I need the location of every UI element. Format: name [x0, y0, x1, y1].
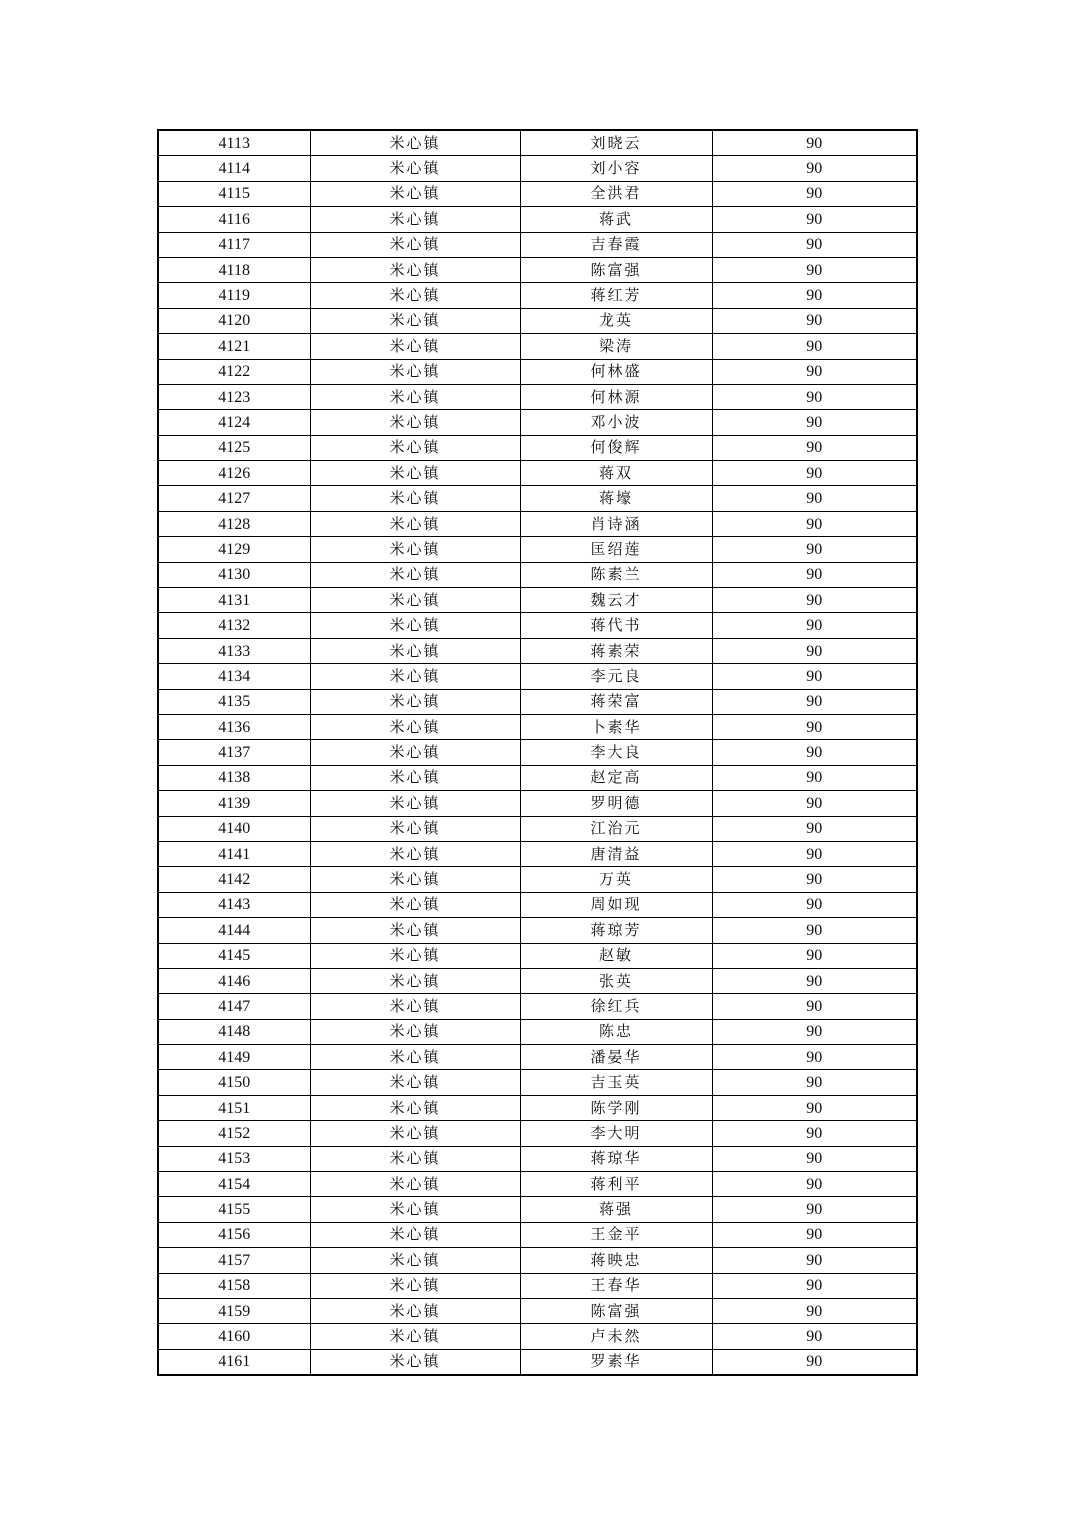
- town-cell: 米心镇: [310, 867, 520, 892]
- row-number-cell: 4139: [158, 791, 310, 816]
- row-number-cell: 4134: [158, 664, 310, 689]
- person-name-cell: 徐红兵: [520, 994, 712, 1019]
- town-cell: 米心镇: [310, 664, 520, 689]
- person-name-cell: 王金平: [520, 1222, 712, 1247]
- person-name-cell: 邓小波: [520, 410, 712, 435]
- row-number-cell: 4146: [158, 968, 310, 993]
- table-row: [158, 892, 917, 917]
- person-name-cell: 蒋武: [520, 207, 712, 232]
- person-name-cell: 陈富强: [520, 257, 712, 282]
- town-cell: 米心镇: [310, 689, 520, 714]
- table-row: [158, 410, 917, 435]
- table-row: [158, 232, 917, 257]
- score-cell: 90: [712, 435, 917, 460]
- person-name-cell: 卢未然: [520, 1324, 712, 1349]
- person-name-cell: 蒋利平: [520, 1172, 712, 1197]
- row-number-cell: 4160: [158, 1324, 310, 1349]
- row-number-cell: 4140: [158, 816, 310, 841]
- score-cell: 90: [712, 1273, 917, 1298]
- town-cell: 米心镇: [310, 1146, 520, 1171]
- table-row: [158, 1298, 917, 1323]
- row-number-cell: 4147: [158, 994, 310, 1019]
- score-cell: 90: [712, 156, 917, 181]
- person-name-cell: 陈素兰: [520, 562, 712, 587]
- score-cell: 90: [712, 410, 917, 435]
- town-cell: 米心镇: [310, 918, 520, 943]
- town-cell: 米心镇: [310, 1324, 520, 1349]
- person-name-cell: 李大明: [520, 1121, 712, 1146]
- score-cell: 90: [712, 1248, 917, 1273]
- town-cell: 米心镇: [310, 1121, 520, 1146]
- table-row: [158, 1324, 917, 1349]
- table-row: [158, 181, 917, 206]
- table-row: [158, 257, 917, 282]
- row-number-cell: 4138: [158, 765, 310, 790]
- person-name-cell: 卜素华: [520, 714, 712, 739]
- row-number-cell: 4120: [158, 308, 310, 333]
- town-cell: 米心镇: [310, 1273, 520, 1298]
- person-name-cell: 刘晓云: [520, 130, 712, 156]
- score-cell: 90: [712, 1172, 917, 1197]
- score-cell: 90: [712, 892, 917, 917]
- score-cell: 90: [712, 562, 917, 587]
- score-cell: 90: [712, 994, 917, 1019]
- town-cell: 米心镇: [310, 130, 520, 156]
- table-row: [158, 359, 917, 384]
- person-name-cell: 肖诗涵: [520, 511, 712, 536]
- table-row: [158, 283, 917, 308]
- score-cell: 90: [712, 1019, 917, 1044]
- score-cell: 90: [712, 334, 917, 359]
- row-number-cell: 4126: [158, 461, 310, 486]
- table-row: [158, 765, 917, 790]
- person-name-cell: 罗明德: [520, 791, 712, 816]
- row-number-cell: 4156: [158, 1222, 310, 1247]
- person-name-cell: 陈忠: [520, 1019, 712, 1044]
- table-row: [158, 994, 917, 1019]
- town-cell: 米心镇: [310, 156, 520, 181]
- row-number-cell: 4151: [158, 1095, 310, 1120]
- row-number-cell: 4117: [158, 232, 310, 257]
- town-cell: 米心镇: [310, 1222, 520, 1247]
- row-number-cell: 4159: [158, 1298, 310, 1323]
- table-row: [158, 461, 917, 486]
- row-number-cell: 4128: [158, 511, 310, 536]
- table-row: [158, 841, 917, 866]
- town-cell: 米心镇: [310, 994, 520, 1019]
- person-name-cell: 刘小容: [520, 156, 712, 181]
- person-name-cell: 蒋琼华: [520, 1146, 712, 1171]
- person-name-cell: 龙英: [520, 308, 712, 333]
- score-cell: 90: [712, 1222, 917, 1247]
- person-name-cell: 赵敏: [520, 943, 712, 968]
- row-number-cell: 4152: [158, 1121, 310, 1146]
- row-number-cell: 4137: [158, 740, 310, 765]
- town-cell: 米心镇: [310, 461, 520, 486]
- person-name-cell: 何俊辉: [520, 435, 712, 460]
- town-cell: 米心镇: [310, 613, 520, 638]
- row-number-cell: 4133: [158, 638, 310, 663]
- row-number-cell: 4124: [158, 410, 310, 435]
- score-cell: 90: [712, 461, 917, 486]
- score-cell: 90: [712, 1045, 917, 1070]
- row-number-cell: 4158: [158, 1273, 310, 1298]
- town-cell: 米心镇: [310, 841, 520, 866]
- table-row: [158, 1121, 917, 1146]
- town-cell: 米心镇: [310, 359, 520, 384]
- roster-table-body: [158, 130, 917, 1375]
- town-cell: 米心镇: [310, 1172, 520, 1197]
- table-row: [158, 943, 917, 968]
- town-cell: 米心镇: [310, 943, 520, 968]
- row-number-cell: 4135: [158, 689, 310, 714]
- score-cell: 90: [712, 918, 917, 943]
- table-row: [158, 1019, 917, 1044]
- table-row: [158, 486, 917, 511]
- table-row: [158, 562, 917, 587]
- town-cell: 米心镇: [310, 588, 520, 613]
- person-name-cell: 匡绍莲: [520, 537, 712, 562]
- table-row: [158, 918, 917, 943]
- score-cell: 90: [712, 588, 917, 613]
- person-name-cell: 魏云才: [520, 588, 712, 613]
- table-row: [158, 1045, 917, 1070]
- town-cell: 米心镇: [310, 232, 520, 257]
- person-name-cell: 吉春霞: [520, 232, 712, 257]
- town-cell: 米心镇: [310, 1248, 520, 1273]
- person-name-cell: 蒋映忠: [520, 1248, 712, 1273]
- table-row: [158, 968, 917, 993]
- town-cell: 米心镇: [310, 511, 520, 536]
- score-cell: 90: [712, 486, 917, 511]
- score-cell: 90: [712, 943, 917, 968]
- row-number-cell: 4141: [158, 841, 310, 866]
- row-number-cell: 4129: [158, 537, 310, 562]
- score-cell: 90: [712, 689, 917, 714]
- person-name-cell: 张英: [520, 968, 712, 993]
- town-cell: 米心镇: [310, 1197, 520, 1222]
- row-number-cell: 4161: [158, 1349, 310, 1375]
- score-cell: 90: [712, 1349, 917, 1375]
- score-cell: 90: [712, 1121, 917, 1146]
- row-number-cell: 4150: [158, 1070, 310, 1095]
- table-row: [158, 867, 917, 892]
- row-number-cell: 4144: [158, 918, 310, 943]
- town-cell: 米心镇: [310, 1070, 520, 1095]
- score-cell: 90: [712, 638, 917, 663]
- person-name-cell: 江治元: [520, 816, 712, 841]
- score-cell: 90: [712, 740, 917, 765]
- table-row: [158, 588, 917, 613]
- score-cell: 90: [712, 537, 917, 562]
- table-row: [158, 664, 917, 689]
- table-row: [158, 740, 917, 765]
- row-number-cell: 4123: [158, 384, 310, 409]
- town-cell: 米心镇: [310, 334, 520, 359]
- town-cell: 米心镇: [310, 410, 520, 435]
- row-number-cell: 4149: [158, 1045, 310, 1070]
- table-row: [158, 638, 917, 663]
- score-cell: 90: [712, 130, 917, 156]
- score-cell: 90: [712, 816, 917, 841]
- table-row: [158, 1197, 917, 1222]
- row-number-cell: 4153: [158, 1146, 310, 1171]
- table-row: [158, 816, 917, 841]
- town-cell: 米心镇: [310, 740, 520, 765]
- table-row: [158, 689, 917, 714]
- table-row: [158, 384, 917, 409]
- person-name-cell: 蒋红芳: [520, 283, 712, 308]
- row-number-cell: 4154: [158, 1172, 310, 1197]
- table-row: [158, 435, 917, 460]
- town-cell: 米心镇: [310, 765, 520, 790]
- town-cell: 米心镇: [310, 1095, 520, 1120]
- score-cell: 90: [712, 968, 917, 993]
- table-row: [158, 1222, 917, 1247]
- row-number-cell: 4148: [158, 1019, 310, 1044]
- person-name-cell: 李大良: [520, 740, 712, 765]
- score-cell: 90: [712, 1146, 917, 1171]
- row-number-cell: 4116: [158, 207, 310, 232]
- town-cell: 米心镇: [310, 968, 520, 993]
- table-row: [158, 1095, 917, 1120]
- town-cell: 米心镇: [310, 791, 520, 816]
- person-name-cell: 蒋代书: [520, 613, 712, 638]
- person-name-cell: 全洪君: [520, 181, 712, 206]
- town-cell: 米心镇: [310, 1019, 520, 1044]
- row-number-cell: 4113: [158, 130, 310, 156]
- row-number-cell: 4127: [158, 486, 310, 511]
- row-number-cell: 4115: [158, 181, 310, 206]
- table-row: [158, 714, 917, 739]
- person-name-cell: 蒋强: [520, 1197, 712, 1222]
- table-row: [158, 511, 917, 536]
- score-cell: 90: [712, 765, 917, 790]
- town-cell: 米心镇: [310, 257, 520, 282]
- person-name-cell: 罗素华: [520, 1349, 712, 1375]
- row-number-cell: 4136: [158, 714, 310, 739]
- score-cell: 90: [712, 511, 917, 536]
- row-number-cell: 4125: [158, 435, 310, 460]
- town-cell: 米心镇: [310, 435, 520, 460]
- score-cell: 90: [712, 1070, 917, 1095]
- table-row: [158, 1248, 917, 1273]
- person-name-cell: 蒋双: [520, 461, 712, 486]
- person-name-cell: 唐清益: [520, 841, 712, 866]
- town-cell: 米心镇: [310, 1045, 520, 1070]
- score-cell: 90: [712, 232, 917, 257]
- town-cell: 米心镇: [310, 892, 520, 917]
- person-name-cell: 周如现: [520, 892, 712, 917]
- town-cell: 米心镇: [310, 1349, 520, 1375]
- person-name-cell: 蒋荣富: [520, 689, 712, 714]
- score-cell: 90: [712, 791, 917, 816]
- table-row: [158, 1070, 917, 1095]
- table-row: [158, 1273, 917, 1298]
- person-name-cell: 蒋琼芳: [520, 918, 712, 943]
- table-row: [158, 613, 917, 638]
- score-cell: 90: [712, 1298, 917, 1323]
- roster-table: [157, 129, 918, 1376]
- person-name-cell: 何林源: [520, 384, 712, 409]
- score-cell: 90: [712, 207, 917, 232]
- score-cell: 90: [712, 1095, 917, 1120]
- row-number-cell: 4130: [158, 562, 310, 587]
- town-cell: 米心镇: [310, 638, 520, 663]
- row-number-cell: 4114: [158, 156, 310, 181]
- town-cell: 米心镇: [310, 283, 520, 308]
- score-cell: 90: [712, 613, 917, 638]
- score-cell: 90: [712, 181, 917, 206]
- table-row: [158, 207, 917, 232]
- town-cell: 米心镇: [310, 207, 520, 232]
- person-name-cell: 潘晏华: [520, 1045, 712, 1070]
- score-cell: 90: [712, 283, 917, 308]
- row-number-cell: 4132: [158, 613, 310, 638]
- score-cell: 90: [712, 867, 917, 892]
- person-name-cell: 梁涛: [520, 334, 712, 359]
- town-cell: 米心镇: [310, 562, 520, 587]
- table-row: [158, 308, 917, 333]
- row-number-cell: 4157: [158, 1248, 310, 1273]
- score-cell: 90: [712, 1324, 917, 1349]
- table-row: [158, 334, 917, 359]
- score-cell: 90: [712, 714, 917, 739]
- score-cell: 90: [712, 359, 917, 384]
- score-cell: 90: [712, 308, 917, 333]
- town-cell: 米心镇: [310, 181, 520, 206]
- row-number-cell: 4121: [158, 334, 310, 359]
- row-number-cell: 4145: [158, 943, 310, 968]
- town-cell: 米心镇: [310, 1298, 520, 1323]
- person-name-cell: 陈富强: [520, 1298, 712, 1323]
- row-number-cell: 4142: [158, 867, 310, 892]
- person-name-cell: 万英: [520, 867, 712, 892]
- town-cell: 米心镇: [310, 384, 520, 409]
- score-cell: 90: [712, 841, 917, 866]
- town-cell: 米心镇: [310, 714, 520, 739]
- person-name-cell: 王春华: [520, 1273, 712, 1298]
- person-name-cell: 何林盛: [520, 359, 712, 384]
- score-cell: 90: [712, 384, 917, 409]
- table-row: [158, 130, 917, 156]
- person-name-cell: 李元良: [520, 664, 712, 689]
- row-number-cell: 4122: [158, 359, 310, 384]
- row-number-cell: 4131: [158, 588, 310, 613]
- score-cell: 90: [712, 664, 917, 689]
- row-number-cell: 4119: [158, 283, 310, 308]
- table-row: [158, 156, 917, 181]
- row-number-cell: 4155: [158, 1197, 310, 1222]
- person-name-cell: 蒋壕: [520, 486, 712, 511]
- table-row: [158, 1172, 917, 1197]
- person-name-cell: 吉玉英: [520, 1070, 712, 1095]
- table-row: [158, 1349, 917, 1375]
- town-cell: 米心镇: [310, 537, 520, 562]
- person-name-cell: 蒋素荣: [520, 638, 712, 663]
- table-row: [158, 1146, 917, 1171]
- row-number-cell: 4143: [158, 892, 310, 917]
- table-row: [158, 537, 917, 562]
- table-row: [158, 791, 917, 816]
- score-cell: 90: [712, 1197, 917, 1222]
- town-cell: 米心镇: [310, 816, 520, 841]
- town-cell: 米心镇: [310, 486, 520, 511]
- person-name-cell: 陈学刚: [520, 1095, 712, 1120]
- score-cell: 90: [712, 257, 917, 282]
- row-number-cell: 4118: [158, 257, 310, 282]
- person-name-cell: 赵定高: [520, 765, 712, 790]
- town-cell: 米心镇: [310, 308, 520, 333]
